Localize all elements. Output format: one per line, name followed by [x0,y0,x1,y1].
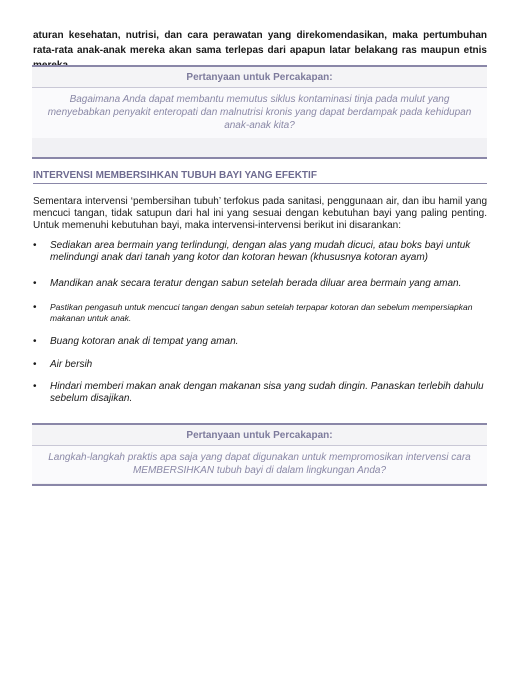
question-box-text: Langkah-langkah praktis apa saja yang dapat digunakan untuk mempromosikan intervensi cara MEMBERSIHKAN tubuh bayi di dalam lingkungan Anda? [32,446,487,483]
list-item-text: Air bersih [50,359,93,370]
question-box-heading: Pertanyaan untuk Percakapan: [32,425,487,446]
bullet-icon: • [33,240,37,251]
question-box-text: Bagaimana Anda dapat membantu memutus siklus kontaminasi tinja pada mulut yang menyebabkan penyakit enteropati dan malnutrisi kronis yang dapat berdampak pada kehidupan anak-anak kita? [32,88,487,138]
list-item-text: Pastikan pengasuh untuk mencuci tangan dengan sabun setelah terpapar kotoran dan sebelum mempersiapkan makanan untuk anak. [50,302,473,323]
intro-paragraph: aturan kesehatan, nutrisi, dan cara perawatan yang direkomendasikan, maka pertumbuhan rata-rata anak-anak mereka akan sama terlepas dari apapun latar belakang ras maupun etnis [33,30,487,56]
list-item-text: Hindari memberi makan anak dengan makanan sisa yang sudah dingin. Panaskan terlebih dahulu sebelum disajikan. [50,381,484,404]
list-item-text: Mandikan anak secara teratur dengan sabun setelah berada diluar area bermain yang aman. [50,278,462,289]
section-heading: INTERVENSI MEMBERSIHKAN TUBUH BAYI YANG EFEKTIF [33,170,487,184]
question-box-heading: Pertanyaan untuk Percakapan: [32,67,487,88]
question-box-2 [32,423,487,486]
bullet-icon: • [33,336,37,347]
list-item-text: Buang kotoran anak di tempat yang aman. [50,336,239,347]
question-box-1 [32,65,487,159]
bullet-icon: • [33,278,37,289]
bullet-icon: • [33,381,37,392]
section-paragraph: Sementara intervensi ‘pembersihan tubuh’ terfokus pada sanitasi, penggunaan air, dan ibu hamil yang mencuci tangan, tidak satupun dari hal ini yang sesuai dengan kebutuhan bayi yang paling penting. Untuk memenuhi kebutuhan bayi, maka intervensi-intervensi berikut ini disarankan: [33,196,487,231]
bullet-icon: • [33,302,37,313]
list-item-text: Sediakan area bermain yang terlindungi, dengan alas yang mudah dicuci, atau boks bayi untuk melindungi anak dari tanah yang kotor dan kotoran hewan (khususnya kotoran ayam) [50,240,471,263]
bullet-icon: • [33,359,37,370]
